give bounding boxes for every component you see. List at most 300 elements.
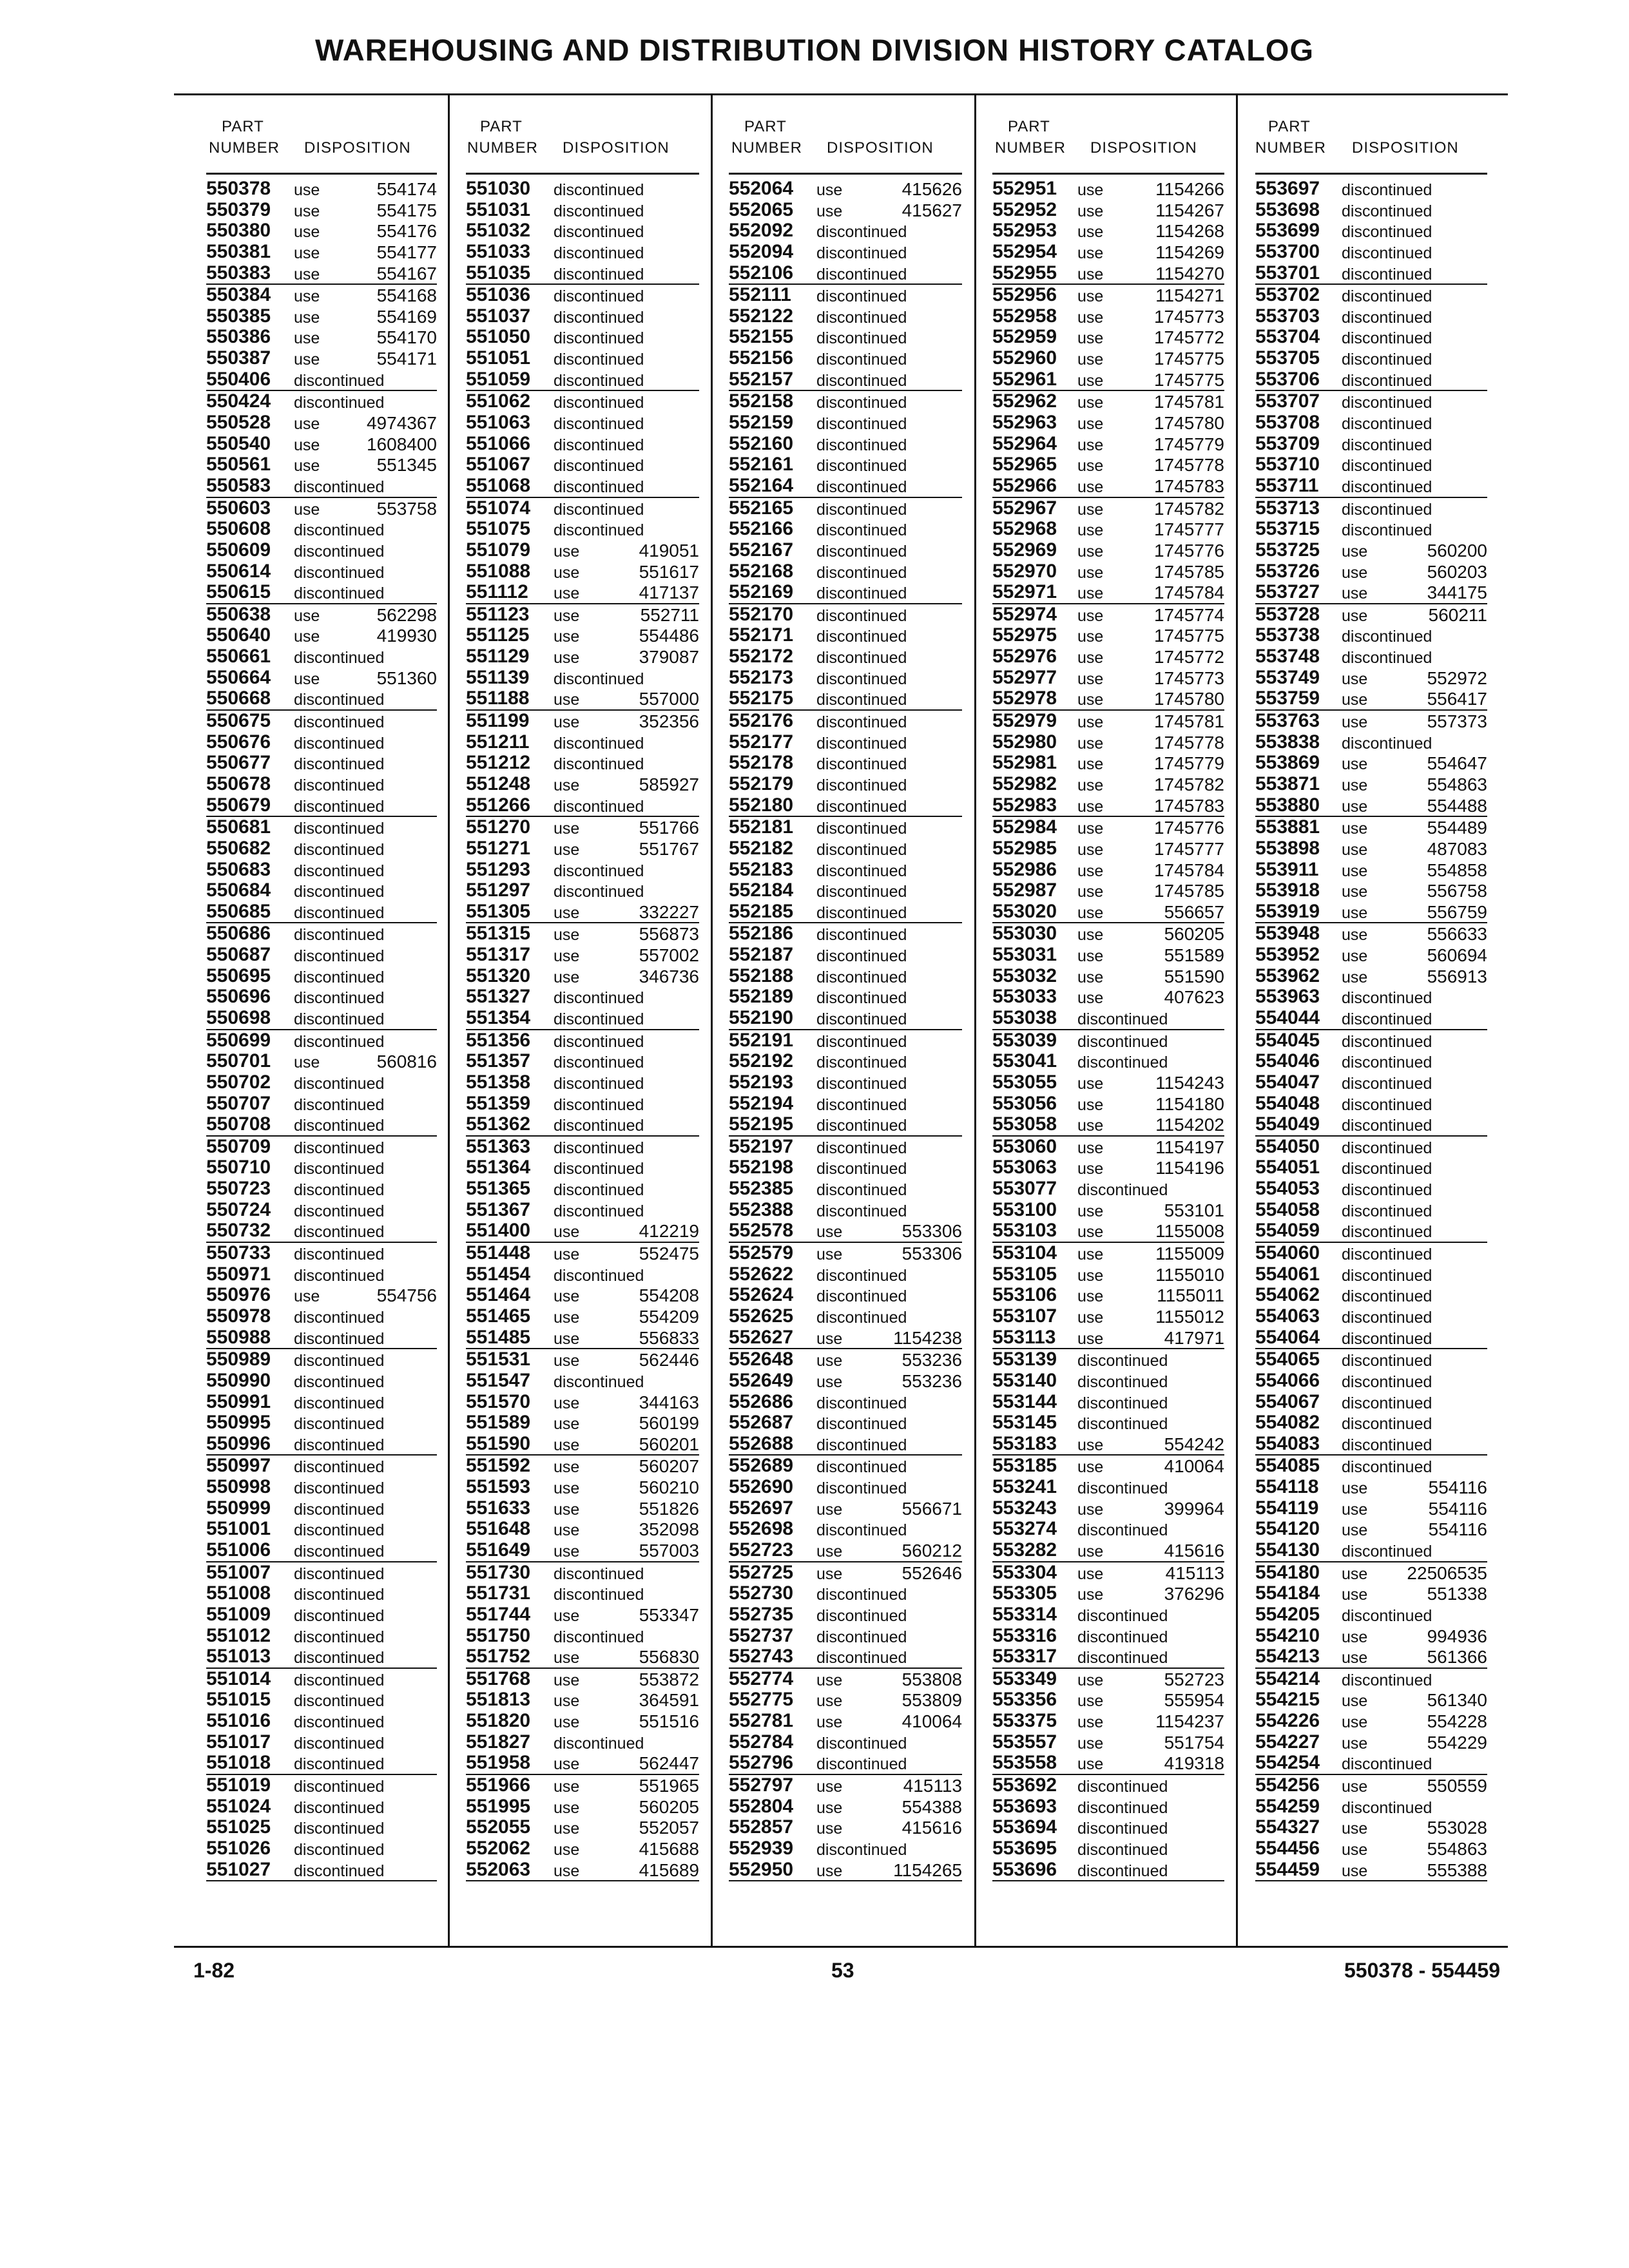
table-row bbox=[729, 498, 962, 519]
part-number: 551315 bbox=[466, 923, 531, 945]
part-number: 550710 bbox=[206, 1157, 271, 1178]
part-number: 551014 bbox=[206, 1667, 271, 1689]
disposition-text: discontinued bbox=[1342, 521, 1432, 540]
part-number: 554259 bbox=[1255, 1795, 1320, 1817]
part-number: 553033 bbox=[992, 986, 1057, 1008]
part-number: 551066 bbox=[466, 432, 531, 454]
table-row bbox=[466, 519, 699, 540]
part-number: 552189 bbox=[729, 986, 794, 1008]
replacement-part-number: 554208 bbox=[639, 1285, 699, 1306]
table-row bbox=[729, 604, 962, 626]
table-row bbox=[992, 774, 1224, 795]
disposition-text: use bbox=[1342, 1861, 1368, 1880]
column-divider bbox=[974, 95, 976, 1946]
table-row bbox=[1255, 369, 1487, 392]
table-row bbox=[992, 306, 1224, 327]
replacement-part-number: 1745782 bbox=[1153, 498, 1224, 519]
table-row bbox=[206, 519, 437, 540]
table-row bbox=[992, 1646, 1224, 1669]
part-number: 554214 bbox=[1255, 1667, 1320, 1689]
replacement-part-number: 561340 bbox=[1427, 1690, 1487, 1711]
disposition-text: discontinued bbox=[554, 1032, 644, 1051]
table-row bbox=[729, 242, 962, 263]
table-row bbox=[466, 391, 699, 412]
table-row bbox=[729, 1412, 962, 1434]
table-row bbox=[466, 1817, 699, 1838]
table-row bbox=[1255, 1243, 1487, 1264]
table-row bbox=[206, 561, 437, 582]
table-row bbox=[729, 582, 962, 604]
table-row bbox=[466, 838, 699, 860]
disposition-text: use bbox=[294, 351, 320, 369]
table-row bbox=[206, 348, 437, 369]
replacement-part-number: 1745783 bbox=[1153, 476, 1224, 496]
disposition-text: use bbox=[1077, 1308, 1104, 1327]
table-row bbox=[992, 1114, 1224, 1137]
part-number: 554062 bbox=[1255, 1284, 1320, 1306]
disposition-text: use bbox=[1077, 820, 1104, 838]
column-divider bbox=[1236, 95, 1238, 1946]
disposition-text: use bbox=[1342, 542, 1368, 561]
replacement-part-number: 554116 bbox=[1428, 1477, 1487, 1498]
disposition-text: discontinued bbox=[816, 1266, 907, 1285]
part-number: 552622 bbox=[729, 1263, 794, 1285]
disposition-text: discontinued bbox=[816, 477, 907, 496]
table-row bbox=[729, 1243, 962, 1264]
part-number: 552950 bbox=[729, 1858, 794, 1880]
table-row bbox=[206, 838, 437, 860]
table-row bbox=[729, 1072, 962, 1093]
table-row bbox=[992, 1093, 1224, 1115]
disposition-text: discontinued bbox=[554, 181, 644, 199]
disposition-text: use bbox=[554, 1861, 580, 1880]
replacement-part-number: 560205 bbox=[639, 1796, 699, 1817]
table-row bbox=[992, 1072, 1224, 1093]
replacement-part-number: 344175 bbox=[1427, 582, 1487, 603]
table-row bbox=[466, 1519, 699, 1540]
replacement-part-number: 560201 bbox=[639, 1434, 699, 1454]
table-row bbox=[729, 880, 962, 901]
disposition-text: discontinued bbox=[554, 308, 644, 327]
table-row bbox=[1255, 1753, 1487, 1775]
part-number: 552978 bbox=[992, 687, 1057, 709]
part-number: 551744 bbox=[466, 1603, 531, 1625]
part-number: 550991 bbox=[206, 1390, 271, 1412]
disposition-text: use bbox=[294, 244, 320, 262]
table-row bbox=[1255, 986, 1487, 1008]
table-row bbox=[466, 348, 699, 369]
replacement-part-number: 554174 bbox=[376, 179, 437, 199]
disposition-text: use bbox=[1077, 734, 1104, 753]
table-row bbox=[206, 454, 437, 476]
part-number: 552388 bbox=[729, 1198, 794, 1220]
part-number: 554254 bbox=[1255, 1752, 1320, 1774]
replacement-part-number: 554169 bbox=[376, 306, 437, 327]
disposition-text: use bbox=[816, 1671, 843, 1689]
table-row bbox=[729, 986, 962, 1008]
part-number: 552198 bbox=[729, 1157, 794, 1178]
disposition-text: use bbox=[554, 1308, 580, 1327]
disposition-text: use bbox=[1077, 1500, 1104, 1519]
table-row bbox=[466, 285, 699, 306]
table-row bbox=[729, 1583, 962, 1604]
disposition-text: use bbox=[554, 840, 580, 859]
disposition-text: discontinued bbox=[554, 797, 644, 816]
disposition-text: discontinued bbox=[294, 1542, 385, 1561]
part-number: 553962 bbox=[1255, 965, 1320, 986]
table-row bbox=[206, 582, 437, 604]
disposition-text: discontinued bbox=[294, 968, 385, 986]
disposition-text: discontinued bbox=[1342, 1245, 1432, 1264]
table-row bbox=[729, 285, 962, 306]
table-row bbox=[729, 625, 962, 646]
disposition-text: discontinued bbox=[816, 669, 907, 688]
replacement-part-number: 556657 bbox=[1164, 901, 1224, 922]
part-number: 553711 bbox=[1255, 474, 1319, 496]
disposition-text: discontinued bbox=[294, 1415, 385, 1434]
replacement-part-number: 560210 bbox=[639, 1477, 699, 1498]
table-row bbox=[1255, 1626, 1487, 1647]
table-row bbox=[206, 242, 437, 263]
disposition-text: use bbox=[554, 1245, 580, 1264]
header-underline bbox=[466, 173, 699, 175]
part-number: 552193 bbox=[729, 1071, 794, 1093]
replacement-part-number: 1745772 bbox=[1153, 327, 1224, 348]
disposition-text: use bbox=[1077, 713, 1104, 732]
disposition-text: use bbox=[1342, 968, 1368, 986]
table-row bbox=[1255, 774, 1487, 795]
table-row bbox=[729, 1519, 962, 1540]
disposition-text: discontinued bbox=[554, 223, 644, 242]
part-number: 550684 bbox=[206, 879, 271, 901]
part-number: 551320 bbox=[466, 965, 531, 986]
replacement-part-number: 585927 bbox=[639, 774, 699, 794]
table-row bbox=[729, 838, 962, 860]
disposition-text: discontinued bbox=[294, 713, 385, 732]
table-row bbox=[206, 945, 437, 966]
part-number: 554047 bbox=[1255, 1071, 1320, 1093]
disposition-text: discontinued bbox=[1077, 1372, 1168, 1391]
table-row bbox=[466, 263, 699, 285]
part-number: 551270 bbox=[466, 816, 531, 838]
disposition-text: discontinued bbox=[1342, 202, 1432, 220]
disposition-text: use bbox=[816, 1542, 843, 1561]
replacement-part-number: 551965 bbox=[639, 1776, 699, 1796]
disposition-text: discontinued bbox=[1077, 1606, 1168, 1625]
replacement-part-number: 415689 bbox=[639, 1860, 699, 1880]
replacement-part-number: 1155008 bbox=[1155, 1221, 1224, 1242]
part-number: 551001 bbox=[206, 1518, 271, 1540]
disposition-text: discontinued bbox=[816, 649, 907, 668]
table-row bbox=[466, 966, 699, 987]
replacement-part-number: 1745784 bbox=[1153, 860, 1224, 880]
replacement-part-number: 560205 bbox=[1164, 924, 1224, 945]
disposition-text: discontinued bbox=[294, 691, 385, 709]
table-row bbox=[729, 561, 962, 582]
header-number-label: NUMBER bbox=[209, 139, 280, 157]
table-row bbox=[729, 1817, 962, 1838]
table-row bbox=[466, 1200, 699, 1221]
part-number: 552968 bbox=[992, 518, 1057, 540]
part-number: 550685 bbox=[206, 900, 271, 922]
disposition-text: use bbox=[1342, 926, 1368, 945]
part-number: 552156 bbox=[729, 347, 794, 369]
disposition-text: use bbox=[1077, 351, 1104, 369]
disposition-text: discontinued bbox=[294, 1649, 385, 1667]
replacement-part-number: 552475 bbox=[639, 1244, 699, 1264]
disposition-text: use bbox=[1342, 947, 1368, 966]
part-number: 551485 bbox=[466, 1326, 531, 1348]
table-row bbox=[466, 1349, 699, 1370]
disposition-text: discontinued bbox=[294, 521, 385, 540]
table-row bbox=[206, 711, 437, 732]
disposition-text: discontinued bbox=[1342, 1074, 1432, 1093]
part-number: 551036 bbox=[466, 284, 531, 306]
page-number: 53 bbox=[831, 1959, 854, 1982]
table-row bbox=[466, 1114, 699, 1137]
table-row bbox=[1255, 1264, 1487, 1285]
part-number: 551547 bbox=[466, 1369, 531, 1391]
part-number: 552182 bbox=[729, 837, 794, 859]
table-row bbox=[992, 369, 1224, 392]
replacement-part-number: 553028 bbox=[1427, 1818, 1487, 1838]
disposition-text: discontinued bbox=[554, 1266, 644, 1285]
replacement-part-number: 376296 bbox=[1164, 1584, 1224, 1604]
table-row bbox=[466, 1137, 699, 1158]
part-number: 551367 bbox=[466, 1198, 531, 1220]
disposition-text: discontinued bbox=[554, 1074, 644, 1093]
part-number: 552976 bbox=[992, 646, 1057, 668]
table-row bbox=[466, 732, 699, 753]
part-number: 552979 bbox=[992, 710, 1057, 732]
replacement-part-number: 1745780 bbox=[1153, 689, 1224, 709]
replacement-part-number: 553236 bbox=[901, 1350, 962, 1370]
part-number: 553100 bbox=[992, 1198, 1057, 1220]
header-disposition-label: DISPOSITION bbox=[1090, 139, 1197, 157]
part-number: 551266 bbox=[466, 794, 531, 816]
part-number: 553759 bbox=[1255, 687, 1320, 709]
disposition-text: use bbox=[294, 669, 320, 688]
disposition-text: discontinued bbox=[294, 1436, 385, 1454]
disposition-text: discontinued bbox=[816, 457, 907, 476]
disposition-text: use bbox=[1077, 202, 1104, 220]
disposition-text: use bbox=[1077, 584, 1104, 603]
part-number: 552951 bbox=[992, 178, 1057, 199]
part-number: 551211 bbox=[466, 731, 530, 753]
disposition-text: discontinued bbox=[1342, 1606, 1432, 1625]
part-number: 550424 bbox=[206, 390, 271, 412]
disposition-text: discontinued bbox=[294, 542, 385, 561]
part-number: 550696 bbox=[206, 986, 271, 1008]
disposition-text: use bbox=[554, 820, 580, 838]
part-number: 552981 bbox=[992, 752, 1057, 774]
replacement-part-number: 419318 bbox=[1164, 1753, 1224, 1774]
replacement-part-number: 412219 bbox=[639, 1221, 699, 1242]
disposition-text: discontinued bbox=[1342, 265, 1432, 284]
disposition-text: discontinued bbox=[554, 1628, 644, 1646]
part-number: 551063 bbox=[466, 412, 531, 434]
disposition-text: discontinued bbox=[816, 1095, 907, 1114]
part-number: 554130 bbox=[1255, 1539, 1320, 1561]
part-number: 553241 bbox=[992, 1476, 1057, 1498]
disposition-text: discontinued bbox=[294, 1074, 385, 1093]
table-row bbox=[206, 1562, 437, 1584]
part-number: 550380 bbox=[206, 220, 271, 242]
disposition-text: discontinued bbox=[816, 989, 907, 1008]
disposition-text: discontinued bbox=[554, 329, 644, 348]
part-number: 550540 bbox=[206, 432, 271, 454]
table-row bbox=[1255, 1646, 1487, 1669]
table-row bbox=[1255, 476, 1487, 498]
table-row bbox=[729, 369, 962, 392]
part-number: 554066 bbox=[1255, 1369, 1320, 1391]
replacement-part-number: 555388 bbox=[1427, 1860, 1487, 1880]
part-number: 552954 bbox=[992, 240, 1057, 262]
replacement-part-number: 1745781 bbox=[1153, 392, 1224, 412]
replacement-part-number: 553236 bbox=[901, 1370, 962, 1391]
replacement-part-number: 552723 bbox=[1164, 1669, 1224, 1689]
part-number: 551752 bbox=[466, 1646, 531, 1667]
part-number: 552186 bbox=[729, 923, 794, 945]
replacement-part-number: 556830 bbox=[639, 1647, 699, 1667]
disposition-text: use bbox=[294, 1053, 320, 1072]
part-number: 554180 bbox=[1255, 1561, 1320, 1583]
table-row bbox=[992, 391, 1224, 412]
part-number: 553738 bbox=[1255, 624, 1320, 646]
replacement-part-number: 554209 bbox=[639, 1306, 699, 1327]
disposition-text: discontinued bbox=[294, 776, 385, 794]
replacement-part-number: 556417 bbox=[1427, 689, 1487, 709]
disposition-text: discontinued bbox=[816, 1308, 907, 1327]
disposition-text: discontinued bbox=[294, 394, 385, 412]
disposition-text: use bbox=[1077, 1074, 1104, 1093]
replacement-part-number: 410064 bbox=[1164, 1456, 1224, 1477]
part-number: 550387 bbox=[206, 347, 271, 369]
disposition-text: discontinued bbox=[816, 1606, 907, 1625]
part-number: 552984 bbox=[992, 816, 1057, 838]
table-row bbox=[729, 1434, 962, 1456]
part-number: 552737 bbox=[729, 1624, 794, 1646]
part-number: 550679 bbox=[206, 794, 271, 816]
part-number: 553705 bbox=[1255, 347, 1320, 369]
part-number: 550997 bbox=[206, 1455, 271, 1477]
table-row bbox=[466, 1285, 699, 1306]
part-number: 551750 bbox=[466, 1624, 531, 1646]
table-row bbox=[1255, 668, 1487, 689]
replacement-part-number: 1154237 bbox=[1155, 1711, 1224, 1732]
disposition-text: discontinued bbox=[816, 926, 907, 945]
disposition-text: use bbox=[554, 606, 580, 625]
disposition-text: discontinued bbox=[1342, 223, 1432, 242]
part-number: 552170 bbox=[729, 603, 794, 625]
disposition-text: discontinued bbox=[1342, 351, 1432, 369]
part-number: 550971 bbox=[206, 1263, 271, 1285]
disposition-text: discontinued bbox=[294, 1329, 385, 1348]
table-row bbox=[729, 668, 962, 689]
table-row bbox=[1255, 1137, 1487, 1158]
disposition-text: discontinued bbox=[816, 1586, 907, 1604]
disposition-text: use bbox=[816, 1223, 843, 1242]
replacement-part-number: 364591 bbox=[639, 1690, 699, 1711]
part-number: 551633 bbox=[466, 1497, 531, 1519]
disposition-text: discontinued bbox=[816, 820, 907, 838]
part-number: 553727 bbox=[1255, 581, 1320, 603]
part-number: 554210 bbox=[1255, 1624, 1320, 1646]
disposition-text: use bbox=[1342, 883, 1368, 901]
disposition-text: discontinued bbox=[1342, 371, 1432, 390]
table-row bbox=[992, 519, 1224, 540]
table-row bbox=[1255, 242, 1487, 263]
table-row bbox=[729, 1753, 962, 1775]
replacement-part-number: 1155012 bbox=[1155, 1306, 1224, 1327]
disposition-text: discontinued bbox=[1342, 308, 1432, 327]
disposition-text: discontinued bbox=[294, 371, 385, 390]
part-number: 551199 bbox=[466, 710, 530, 732]
part-number: 551465 bbox=[466, 1305, 531, 1327]
replacement-part-number: 554168 bbox=[376, 285, 437, 306]
disposition-text: discontinued bbox=[816, 394, 907, 412]
table-row bbox=[1255, 1604, 1487, 1626]
disposition-text: discontinued bbox=[554, 394, 644, 412]
replacement-part-number: 1745777 bbox=[1153, 838, 1224, 859]
table-row bbox=[206, 1646, 437, 1669]
table-row bbox=[466, 1646, 699, 1669]
disposition-text: use bbox=[554, 1500, 580, 1519]
disposition-text: discontinued bbox=[816, 521, 907, 540]
disposition-text: use bbox=[554, 1415, 580, 1434]
part-number: 551359 bbox=[466, 1092, 531, 1114]
part-number: 552687 bbox=[729, 1412, 794, 1434]
disposition-text: use bbox=[1077, 1564, 1104, 1583]
table-row bbox=[466, 306, 699, 327]
part-number: 552797 bbox=[729, 1774, 794, 1796]
replacement-part-number: 419051 bbox=[639, 540, 699, 561]
table-row bbox=[206, 1093, 437, 1115]
table-row bbox=[1255, 1306, 1487, 1327]
replacement-part-number: 554489 bbox=[1427, 818, 1487, 838]
table-row bbox=[206, 880, 437, 901]
disposition-text: discontinued bbox=[294, 1734, 385, 1753]
table-row bbox=[1255, 1392, 1487, 1413]
disposition-text: use bbox=[1077, 1287, 1104, 1306]
table-row bbox=[466, 561, 699, 582]
part-number: 553700 bbox=[1255, 240, 1320, 262]
part-number: 554044 bbox=[1255, 1006, 1320, 1028]
table-row bbox=[992, 1392, 1224, 1413]
replacement-part-number: 1745779 bbox=[1153, 434, 1224, 454]
table-row bbox=[992, 625, 1224, 646]
table-row bbox=[729, 1051, 962, 1072]
part-number: 550384 bbox=[206, 284, 271, 306]
disposition-text: use bbox=[816, 1500, 843, 1519]
table-row bbox=[466, 1392, 699, 1413]
part-number: 552804 bbox=[729, 1795, 794, 1817]
table-row bbox=[466, 625, 699, 646]
table-row bbox=[206, 1285, 437, 1306]
disposition-text: use bbox=[554, 1479, 580, 1498]
replacement-part-number: 560203 bbox=[1427, 561, 1487, 582]
disposition-text: use bbox=[554, 691, 580, 709]
part-number: 553710 bbox=[1255, 454, 1320, 476]
table-row bbox=[466, 1860, 699, 1882]
part-number: 552065 bbox=[729, 198, 794, 220]
disposition-text: discontinued bbox=[816, 734, 907, 753]
table-row bbox=[729, 1008, 962, 1030]
disposition-text: discontinued bbox=[816, 351, 907, 369]
disposition-text: discontinued bbox=[816, 1394, 907, 1412]
part-number: 553749 bbox=[1255, 666, 1320, 688]
table-row bbox=[206, 1264, 437, 1285]
